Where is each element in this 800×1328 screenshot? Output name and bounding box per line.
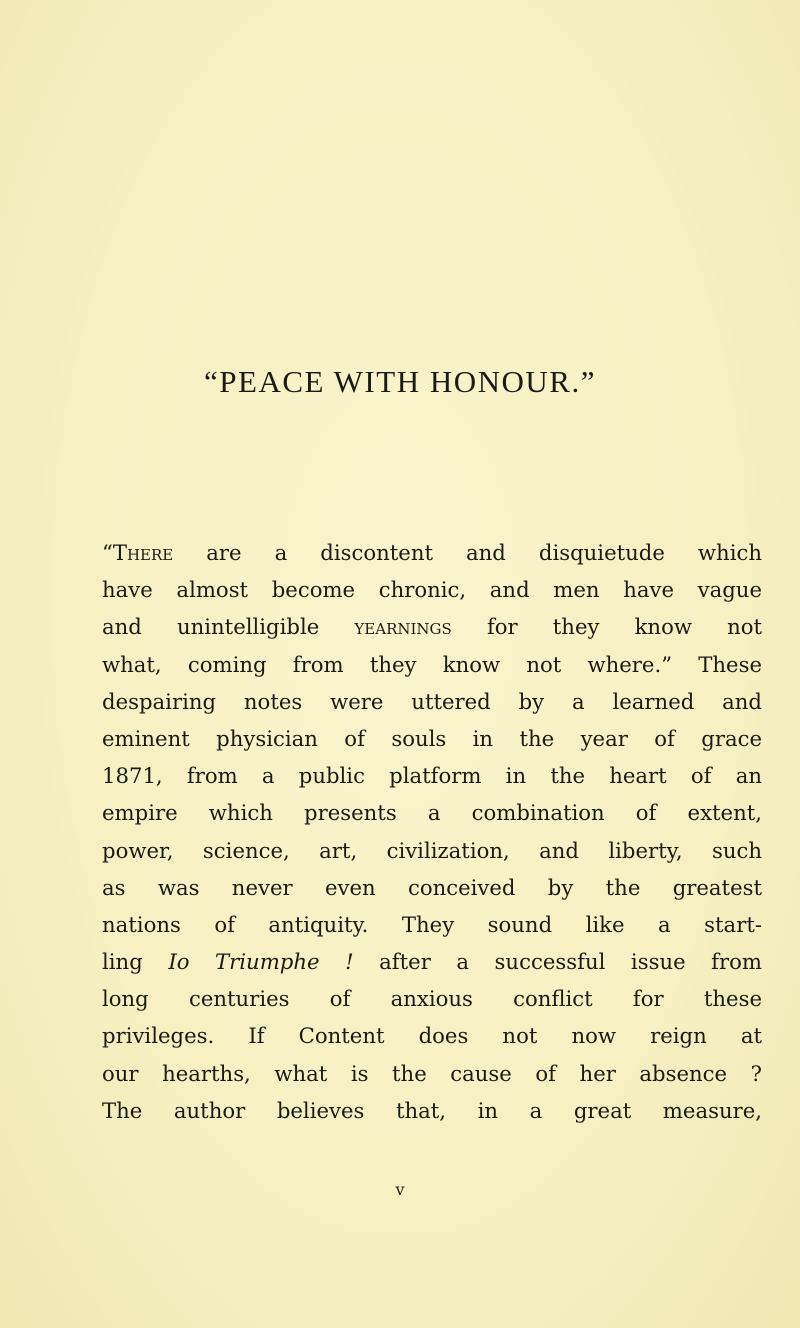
text-line: eminent physician of souls in the year of grace [102, 725, 762, 751]
page-number: v [395, 1180, 405, 1199]
text-line: nations of antiquity. They sound like a start- [102, 911, 762, 937]
text-line: “There are a discontent and disquietude which [102, 540, 762, 565]
text-line: privileges. If Content does not now reign at [102, 1023, 762, 1049]
text-line: what, coming from they know not where.” These [102, 651, 762, 677]
text-line: have almost become chronic, and men have vague [102, 577, 762, 603]
text-line: despairing notes were uttered by a learned and [102, 688, 762, 714]
text-line: empire which presents a combination of extent, [102, 800, 762, 826]
text-line: The author believes that, in a great measure, [102, 1097, 762, 1123]
chapter-title: “PEACE WITH HONOUR.” [204, 364, 596, 399]
text-line: 1871, from a public platform in the heart of an [102, 763, 762, 789]
body-paragraph [102, 534, 762, 1129]
text-line: ling Io Triumphe ! after a successful issue from [102, 949, 762, 975]
text-line: long centuries of anxious conflict for these [102, 986, 762, 1012]
text-line: as was never even conceived by the greatest [102, 874, 762, 900]
text-line: and unintelligible yearnings for they know not [102, 614, 762, 640]
text-line: power, science, art, civilization, and liberty, such [102, 837, 762, 863]
text-line: our hearths, what is the cause of her absence ? [102, 1060, 762, 1086]
